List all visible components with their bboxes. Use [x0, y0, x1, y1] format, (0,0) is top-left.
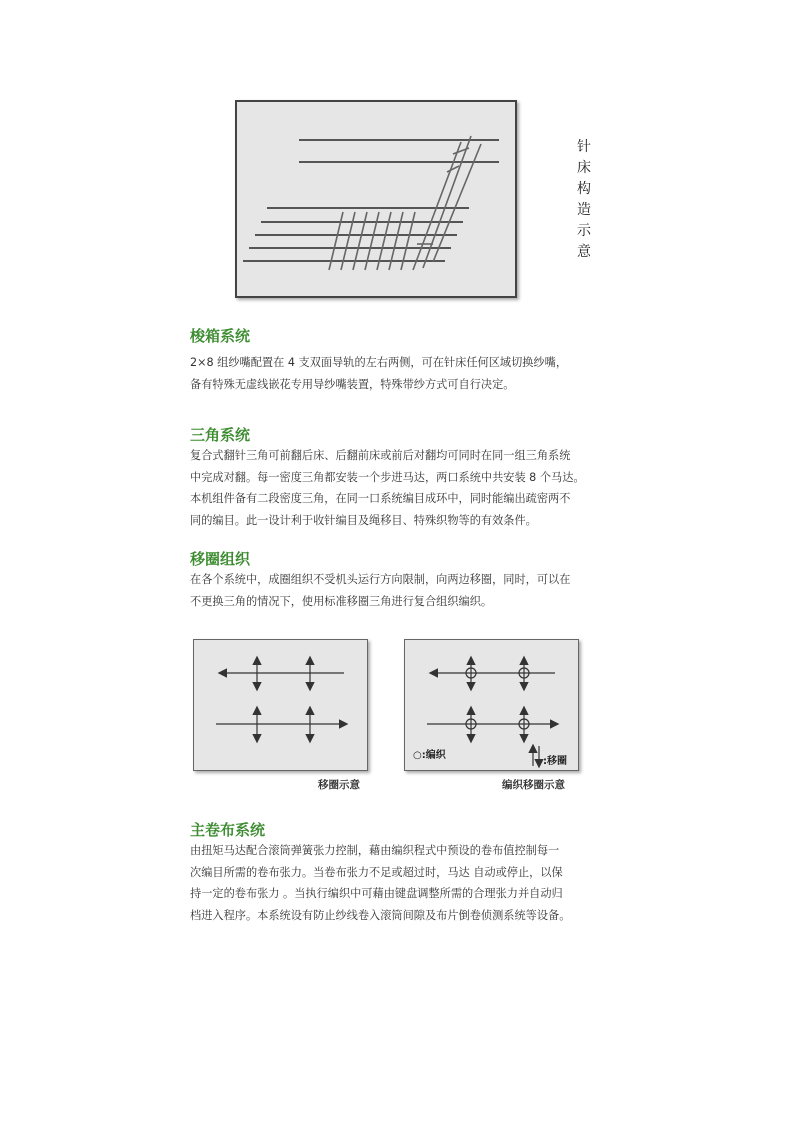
legend-knit: ○:编织 — [413, 750, 446, 761]
section-line: 由扭矩马达配合滚筒弹簧张力控制，藉由编织程式中预设的卷布值控制每一 — [190, 844, 560, 857]
section-heading: 主卷布系统 — [190, 821, 266, 839]
caption-char: 构 — [577, 181, 591, 197]
caption-char: 示 — [577, 223, 591, 239]
section-line: 在各个系统中，成圈组织不受机头运行方向限制，向两边移圈，同时，可以在 — [190, 573, 571, 586]
section-line: 不更换三角的情况下，使用标准移圈三角进行复合组织编织。 — [190, 594, 493, 608]
section-heading: 梭箱系统 — [190, 327, 251, 345]
section-heading: 移圈组织 — [190, 550, 251, 568]
section-transfer — [190, 549, 570, 612]
section-line: 备有特殊无虚线嵌花专用导纱嘴装置，特殊带纱方式可自行决定。 — [190, 377, 515, 391]
section-line: 持一定的卷布张力 。当执行编织中可藉由键盘调整所需的合理张力并自动归 — [190, 887, 563, 900]
section-line: 中完成对翻。每一密度三角都安装一个步进马达，两口系统中共安装 8 个马达。 — [190, 470, 585, 484]
needle-bed-illustration — [237, 102, 515, 296]
section-line: 复合式翻针三角可前翻后床、后翻前床或前后对翻均可同时在同一组三角系统 — [190, 449, 571, 462]
section-heading: 三角系统 — [190, 426, 251, 444]
section-line: 档进入程序。本系统设有防止纱线卷入滚筒间隙及布片倒卷侦测系统等设备。 — [190, 908, 571, 922]
caption-char: 意 — [577, 244, 591, 260]
section-line: 同的编目。此一设计利于收针编目及绳移目、特殊织物等的有效条件。 — [190, 513, 537, 527]
section-line: 2×8 组纱嘴配置在 4 支双面导轨的左右两侧，可在针床任何区域切换纱嘴， — [190, 356, 568, 369]
needle-bed-figure — [235, 100, 517, 298]
needle-bed-caption — [576, 137, 592, 263]
caption-char: 造 — [577, 202, 591, 218]
section-line: 本机组件备有二段密度三角，在同一口系统编目成环中，同时能编出疏密两不 — [190, 492, 571, 505]
caption-char: 针 — [577, 139, 591, 155]
section-takedown — [190, 820, 570, 926]
section-cam — [190, 425, 585, 531]
caption-char: 床 — [577, 160, 591, 176]
legend-transfer: :移圈 — [543, 756, 567, 767]
section-carriage — [190, 326, 567, 395]
section-line: 次编目所需的卷布张力。当卷布张力不足或超过时，马达 自动或停止，以保 — [190, 865, 563, 879]
transfer-arrows-left — [194, 640, 367, 770]
transfer-diagram-left — [193, 639, 368, 771]
transfer-diagram-right — [404, 639, 579, 771]
transfer-diagram-left-caption: 移圈示意 — [318, 779, 360, 791]
transfer-diagram-right-caption: 编织移圈示意 — [502, 779, 565, 791]
